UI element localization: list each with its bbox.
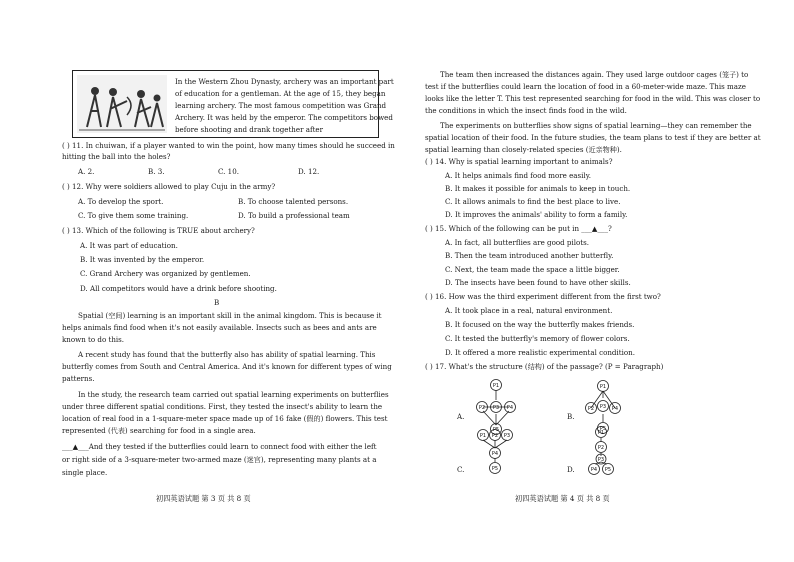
r-passage-line-3: looks like the letter T. This test represented searching for food in the wild. This was closer to (425, 94, 761, 103)
right-footer: 初四英语试题 第 4 页 共 8 页 (515, 494, 610, 503)
q14-option-a[interactable]: A. It helps animals find food more easily. (445, 171, 592, 180)
q11-line-1: ( ) 11. In chuiwan, if a player wanted to win the point, how many times should he succeed in (62, 141, 395, 150)
q15-option-b[interactable]: B. Then the team introduced another butterfly. (445, 251, 614, 260)
d-node-1: P1 (597, 430, 605, 436)
passage-line-4: A recent study has found that the butterfly also has ability of spatial learning. This (78, 350, 376, 359)
passage-line-10: represented (代表) searching for food in a single area. (62, 426, 256, 435)
b-node-5: P5 (599, 426, 607, 432)
q12-option-d[interactable]: D. To build a professional team (238, 211, 350, 220)
archery-illustration (77, 75, 167, 133)
passage-line-7: In the study, the research team carried out spatial learning experiments on butterflies (78, 390, 389, 399)
passage-line-9: location of real food in a 1-square-meter space made up of 16 fake (假的) flowers. This test (62, 414, 388, 423)
right-page (397, 0, 794, 562)
q13-option-a[interactable]: A. It was part of education. (80, 241, 178, 250)
left-footer: 初四英语试题 第 3 页 共 8 页 (156, 494, 251, 503)
passage-line-2: helps animals find food when it's not easily available. Insects such as bees and ants are (62, 323, 377, 332)
q11-option-a[interactable]: A. 2. (78, 167, 95, 176)
q14-option-b[interactable]: B. It makes it possible for animals to keep in touch. (445, 184, 631, 193)
passage-line-13: single place. (62, 468, 108, 477)
q11-option-b[interactable]: B. 3. (148, 167, 165, 176)
box-line-3: learning archery. The most famous competition was Grand (175, 101, 387, 110)
q15-option-a[interactable]: A. In fact, all butterflies are good pilots. (445, 238, 590, 247)
c-node-3: P3 (503, 433, 511, 439)
c-node-2: P2 (491, 433, 499, 439)
q12-option-b[interactable]: B. To choose talented persons. (238, 197, 349, 206)
b-node-4: P4 (611, 406, 619, 412)
d-node-4: P4 (590, 467, 598, 473)
q16-option-c[interactable]: C. It tested the butterfly's memory of flower colors. (445, 334, 630, 343)
q17-option-d[interactable]: D. (567, 465, 575, 474)
q12-option-a[interactable]: A. To develop the sport. (78, 197, 164, 206)
q15-option-d[interactable]: D. The insects have been found to have other skills. (445, 278, 631, 287)
q11-option-c[interactable]: C. 10. (218, 167, 239, 176)
passage-line-11: ___▲___And they tested if the butterflies could learn to connect food with either the left (62, 442, 377, 451)
a-node-5: P5 (492, 427, 500, 433)
passage-line-6: patterns. (62, 374, 95, 383)
q13-option-b[interactable]: B. It was invented by the emperor. (80, 255, 205, 264)
r-passage-line-2: test if the butterflies could learn the location of food in a 60-meter-wide maze. This maze (425, 82, 746, 91)
q13-question: ( ) 13. Which of the following is TRUE about archery? (62, 226, 255, 235)
q12-option-c[interactable]: C. To give them some training. (78, 211, 189, 220)
q11-option-d[interactable]: D. 12. (298, 167, 320, 176)
b-node-1: P1 (599, 384, 607, 390)
q12-question: ( ) 12. Why were soldiers allowed to play Cuju in the army? (62, 182, 276, 191)
d-node-2: P2 (597, 445, 605, 451)
a-node-4: P4 (506, 405, 514, 411)
q11-line-2: hitting the ball into the holes? (62, 152, 171, 161)
q17-option-b[interactable]: B. (567, 412, 575, 421)
r-passage-line-6: spatial location of their food. In the future studies, the team plans to test if they are better at (425, 133, 761, 142)
q17-diagram-d (581, 426, 621, 476)
q14-option-d[interactable]: D. It improves the animals' ability to form a family. (445, 210, 628, 219)
box-line-1: In the Western Zhou Dynasty, archery was an important part (175, 77, 394, 86)
c-node-4: P4 (491, 451, 499, 457)
q13-option-d[interactable]: D. All competitors would have a drink before shooting. (80, 284, 277, 293)
q17-question: ( ) 17. What's the structure (结构) of the passage? (P = Paragraph) (425, 362, 664, 371)
q16-option-b[interactable]: B. It focused on the way the butterfly makes friends. (445, 320, 635, 329)
box-line-2: of education for a gentleman. At the age of 15, they began (175, 89, 386, 98)
q17-option-a[interactable]: A. (457, 412, 465, 421)
b-node-3: P3 (599, 404, 607, 410)
box-line-5: before shooting and drank together after (175, 125, 324, 134)
a-node-1: P1 (492, 383, 500, 389)
q16-question: ( ) 16. How was the third experiment different from the first two? (425, 292, 661, 301)
c-node-1: P1 (479, 433, 487, 439)
a-node-2: P2 (478, 405, 486, 411)
c-node-5: P5 (491, 466, 499, 472)
section-b-heading: B (214, 298, 220, 307)
q14-question: ( ) 14. Why is spatial learning important to animals? (425, 157, 613, 166)
passage-line-1: Spatial (空间) learning is an important skill in the animal kingdom. This is because it (78, 311, 382, 320)
r-passage-line-7: spatial learning than closely-related species (近亲物种). (425, 145, 622, 154)
b-node-2: P2 (587, 406, 595, 412)
passage-line-8: under three different spatial conditions. First, they tested the insect's ability to learn the (62, 402, 383, 411)
q17-diagram-c (473, 428, 517, 476)
d-node-5: P5 (604, 467, 612, 473)
q14-option-c[interactable]: C. It allows animals to find the best place to live. (445, 197, 621, 206)
q17-option-c[interactable]: C. (457, 465, 465, 474)
a-node-3: P3 (492, 405, 500, 411)
q15-question: ( ) 15. Which of the following can be put in ___▲___? (425, 224, 612, 233)
r-passage-line-1: The team then increased the distances again. They used large outdoor cages (笼子) to (440, 70, 749, 79)
archery-info-box (72, 70, 394, 138)
r-passage-line-4: the conditions in which the insect finds food in the wild. (425, 106, 627, 115)
passage-line-12: or right side of a 3-square-meter two-armed maze (迷宫), representing many plants at a (62, 455, 377, 464)
box-line-4: Archery. It was held by the emperor. The competitors bowed (175, 113, 393, 122)
d-node-3: P3 (597, 457, 605, 463)
passage-line-3: known to do this. (62, 335, 125, 344)
r-passage-line-5: The experiments on butterflies show signs of spatial learning—they can remember the (440, 121, 752, 130)
passage-line-5: butterfly comes from South and Central America. And it's known for different types of wing (62, 362, 392, 371)
q13-option-c[interactable]: C. Grand Archery was organized by gentlemen. (80, 269, 251, 278)
q15-option-c[interactable]: C. Next, the team made the space a little bigger. (445, 265, 620, 274)
q16-option-d[interactable]: D. It offered a more realistic experimental condition. (445, 348, 635, 357)
q16-option-a[interactable]: A. It took place in a real, natural environment. (445, 306, 613, 315)
